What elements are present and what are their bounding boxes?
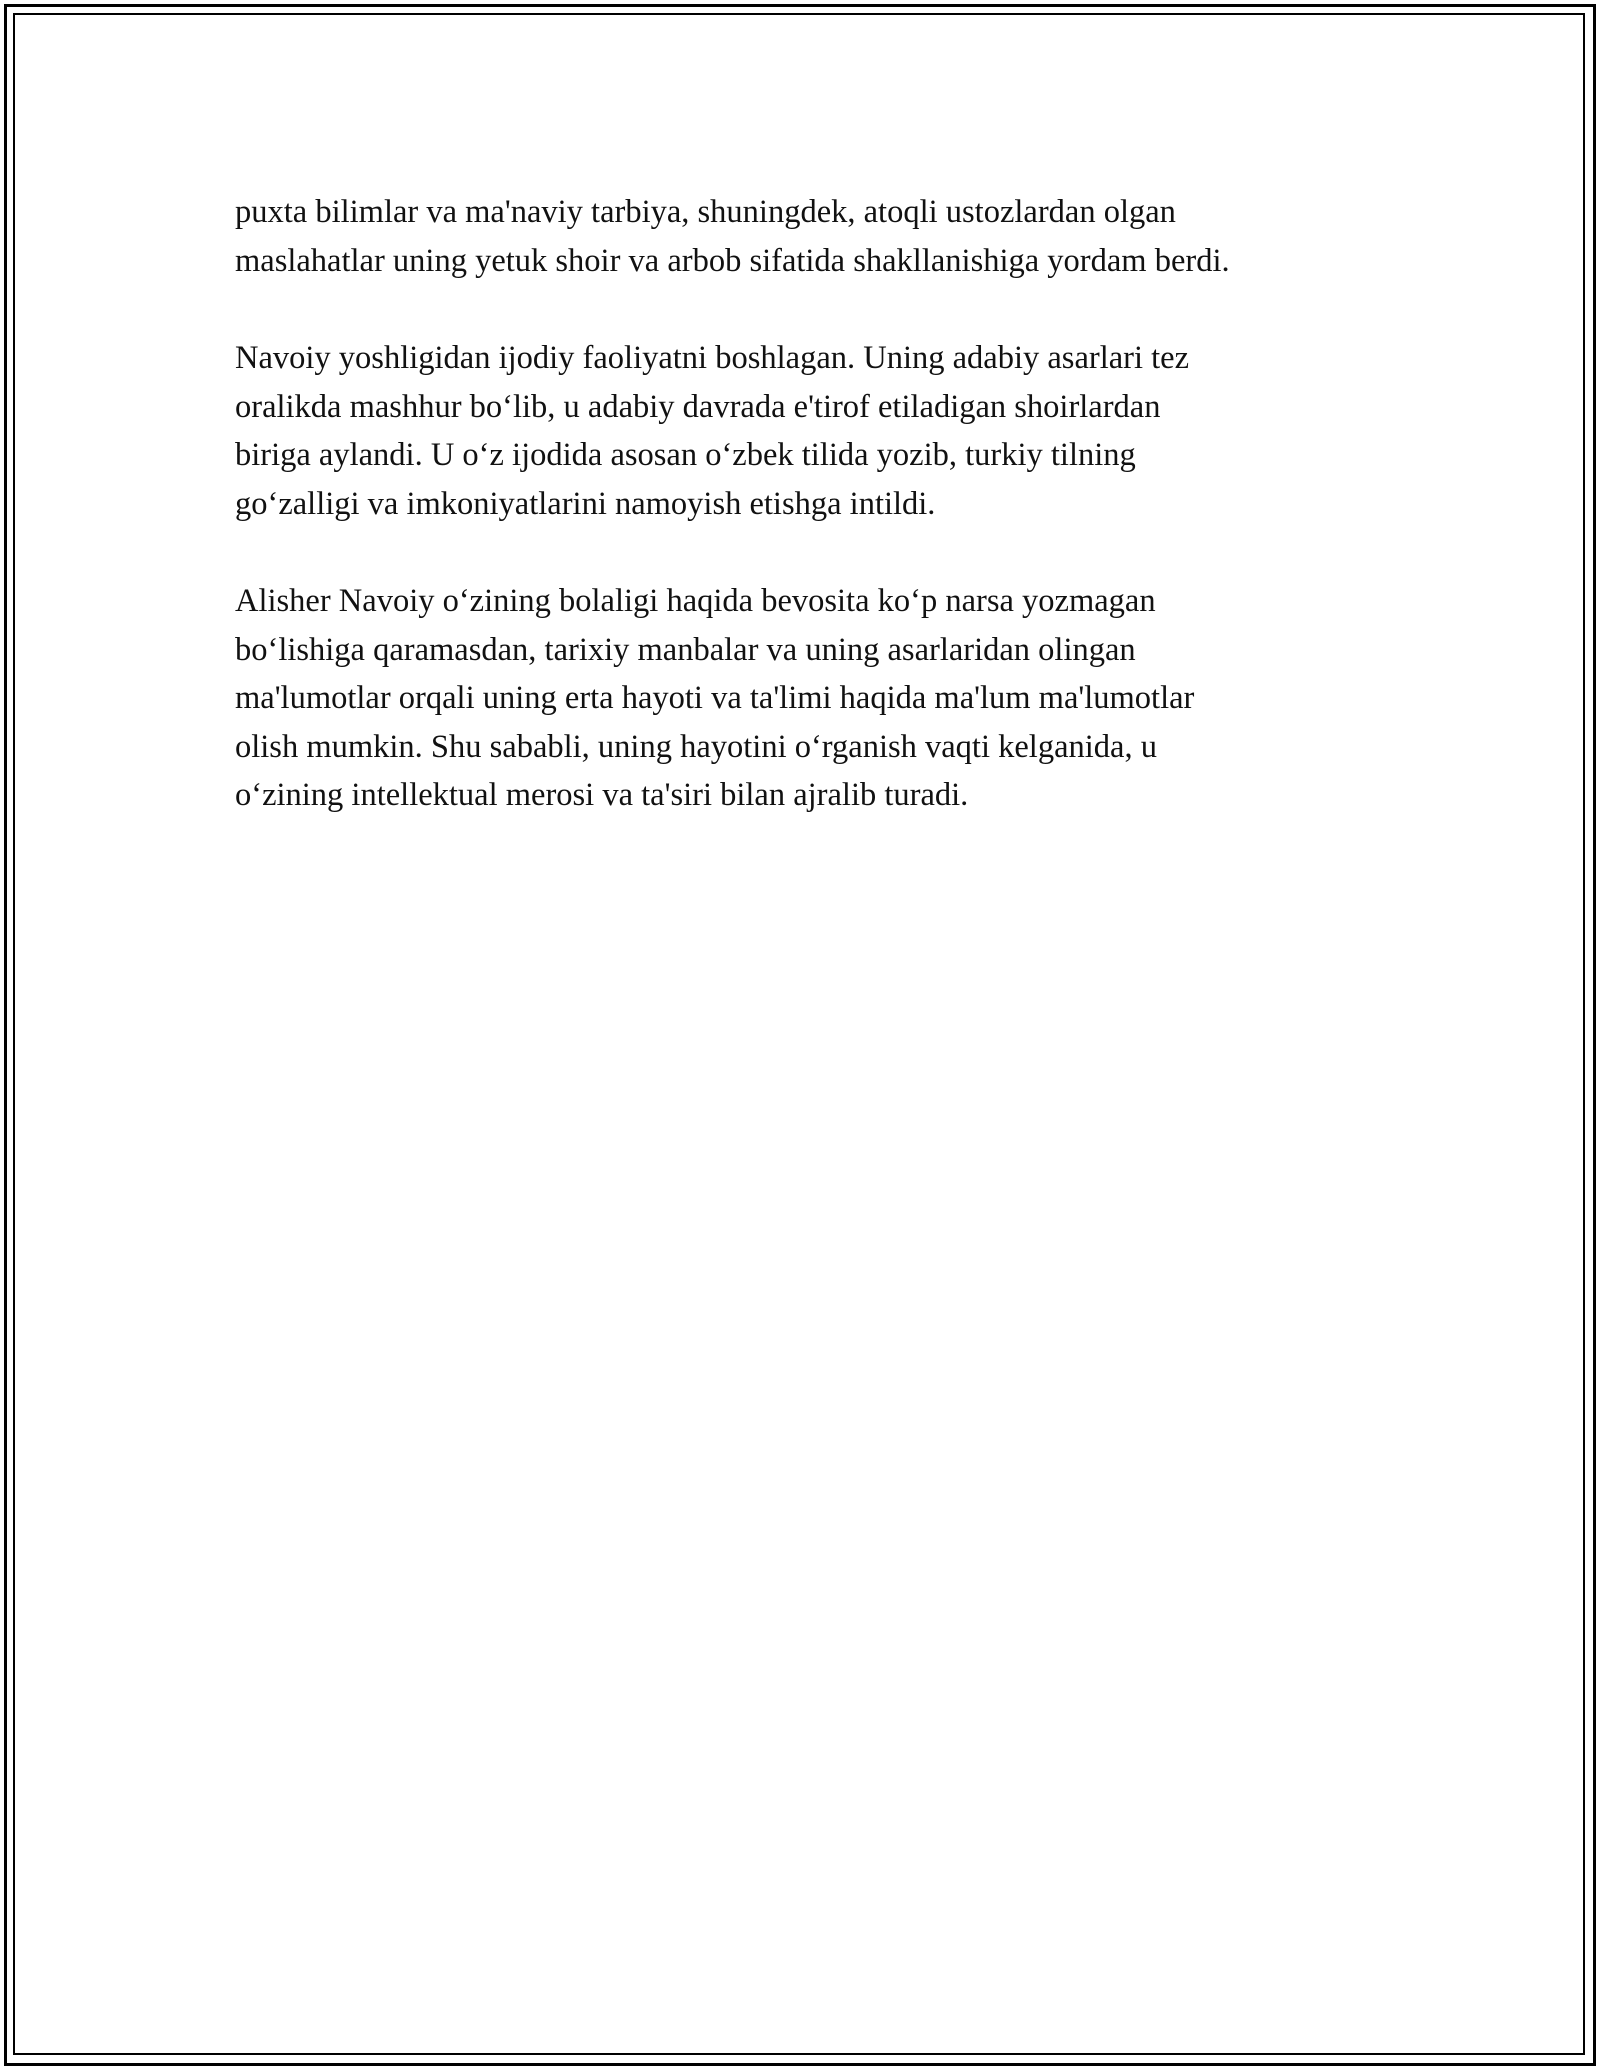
text-line: puxta bilimlar va ma'naviy tarbiya, shuningdek, atoqli ustozlardan olgan: [235, 194, 1176, 230]
document-body: [235, 188, 1375, 869]
text-line: oralikda mashhur bo‘lib, u adabiy davrada e'tirof etiladigan shoirlardan: [235, 388, 1161, 425]
paragraph: [235, 334, 1375, 528]
text-line: maslahatlar uning yetuk shoir va arbob sifatida shakllanishiga yordam berdi.: [235, 242, 1230, 279]
text-line: ma'lumotlar orqali uning erta hayoti va ta'limi haqida ma'lum ma'lumotlar: [235, 680, 1195, 716]
paragraph: [235, 188, 1375, 285]
text-line: Alisher Navoiy o‘zining bolaligi haqida bevosita ko‘p narsa yozmagan: [235, 583, 1156, 619]
paragraph: [235, 577, 1375, 820]
text-line: o‘zining intellektual merosi va ta'siri bilan ajralib turadi.: [235, 777, 969, 813]
text-line: bo‘lishiga qaramasdan, tarixiy manbalar va uning asarlaridan olingan: [235, 631, 1136, 668]
text-line: Navoiy yoshligidan ijodiy faoliyatni boshlagan. Uning adabiy asarlari tez: [235, 340, 1190, 376]
text-line: go‘zalligi va imkoniyatlarini namoyish etishga intildi.: [235, 485, 936, 522]
text-line: biriga aylandi. U o‘z ijodida asosan o‘zbek tilida yozib, turkiy tilning: [235, 437, 1136, 473]
text-line: olish mumkin. Shu sababli, uning hayotini o‘rganish vaqti kelganida, u: [235, 728, 1157, 765]
